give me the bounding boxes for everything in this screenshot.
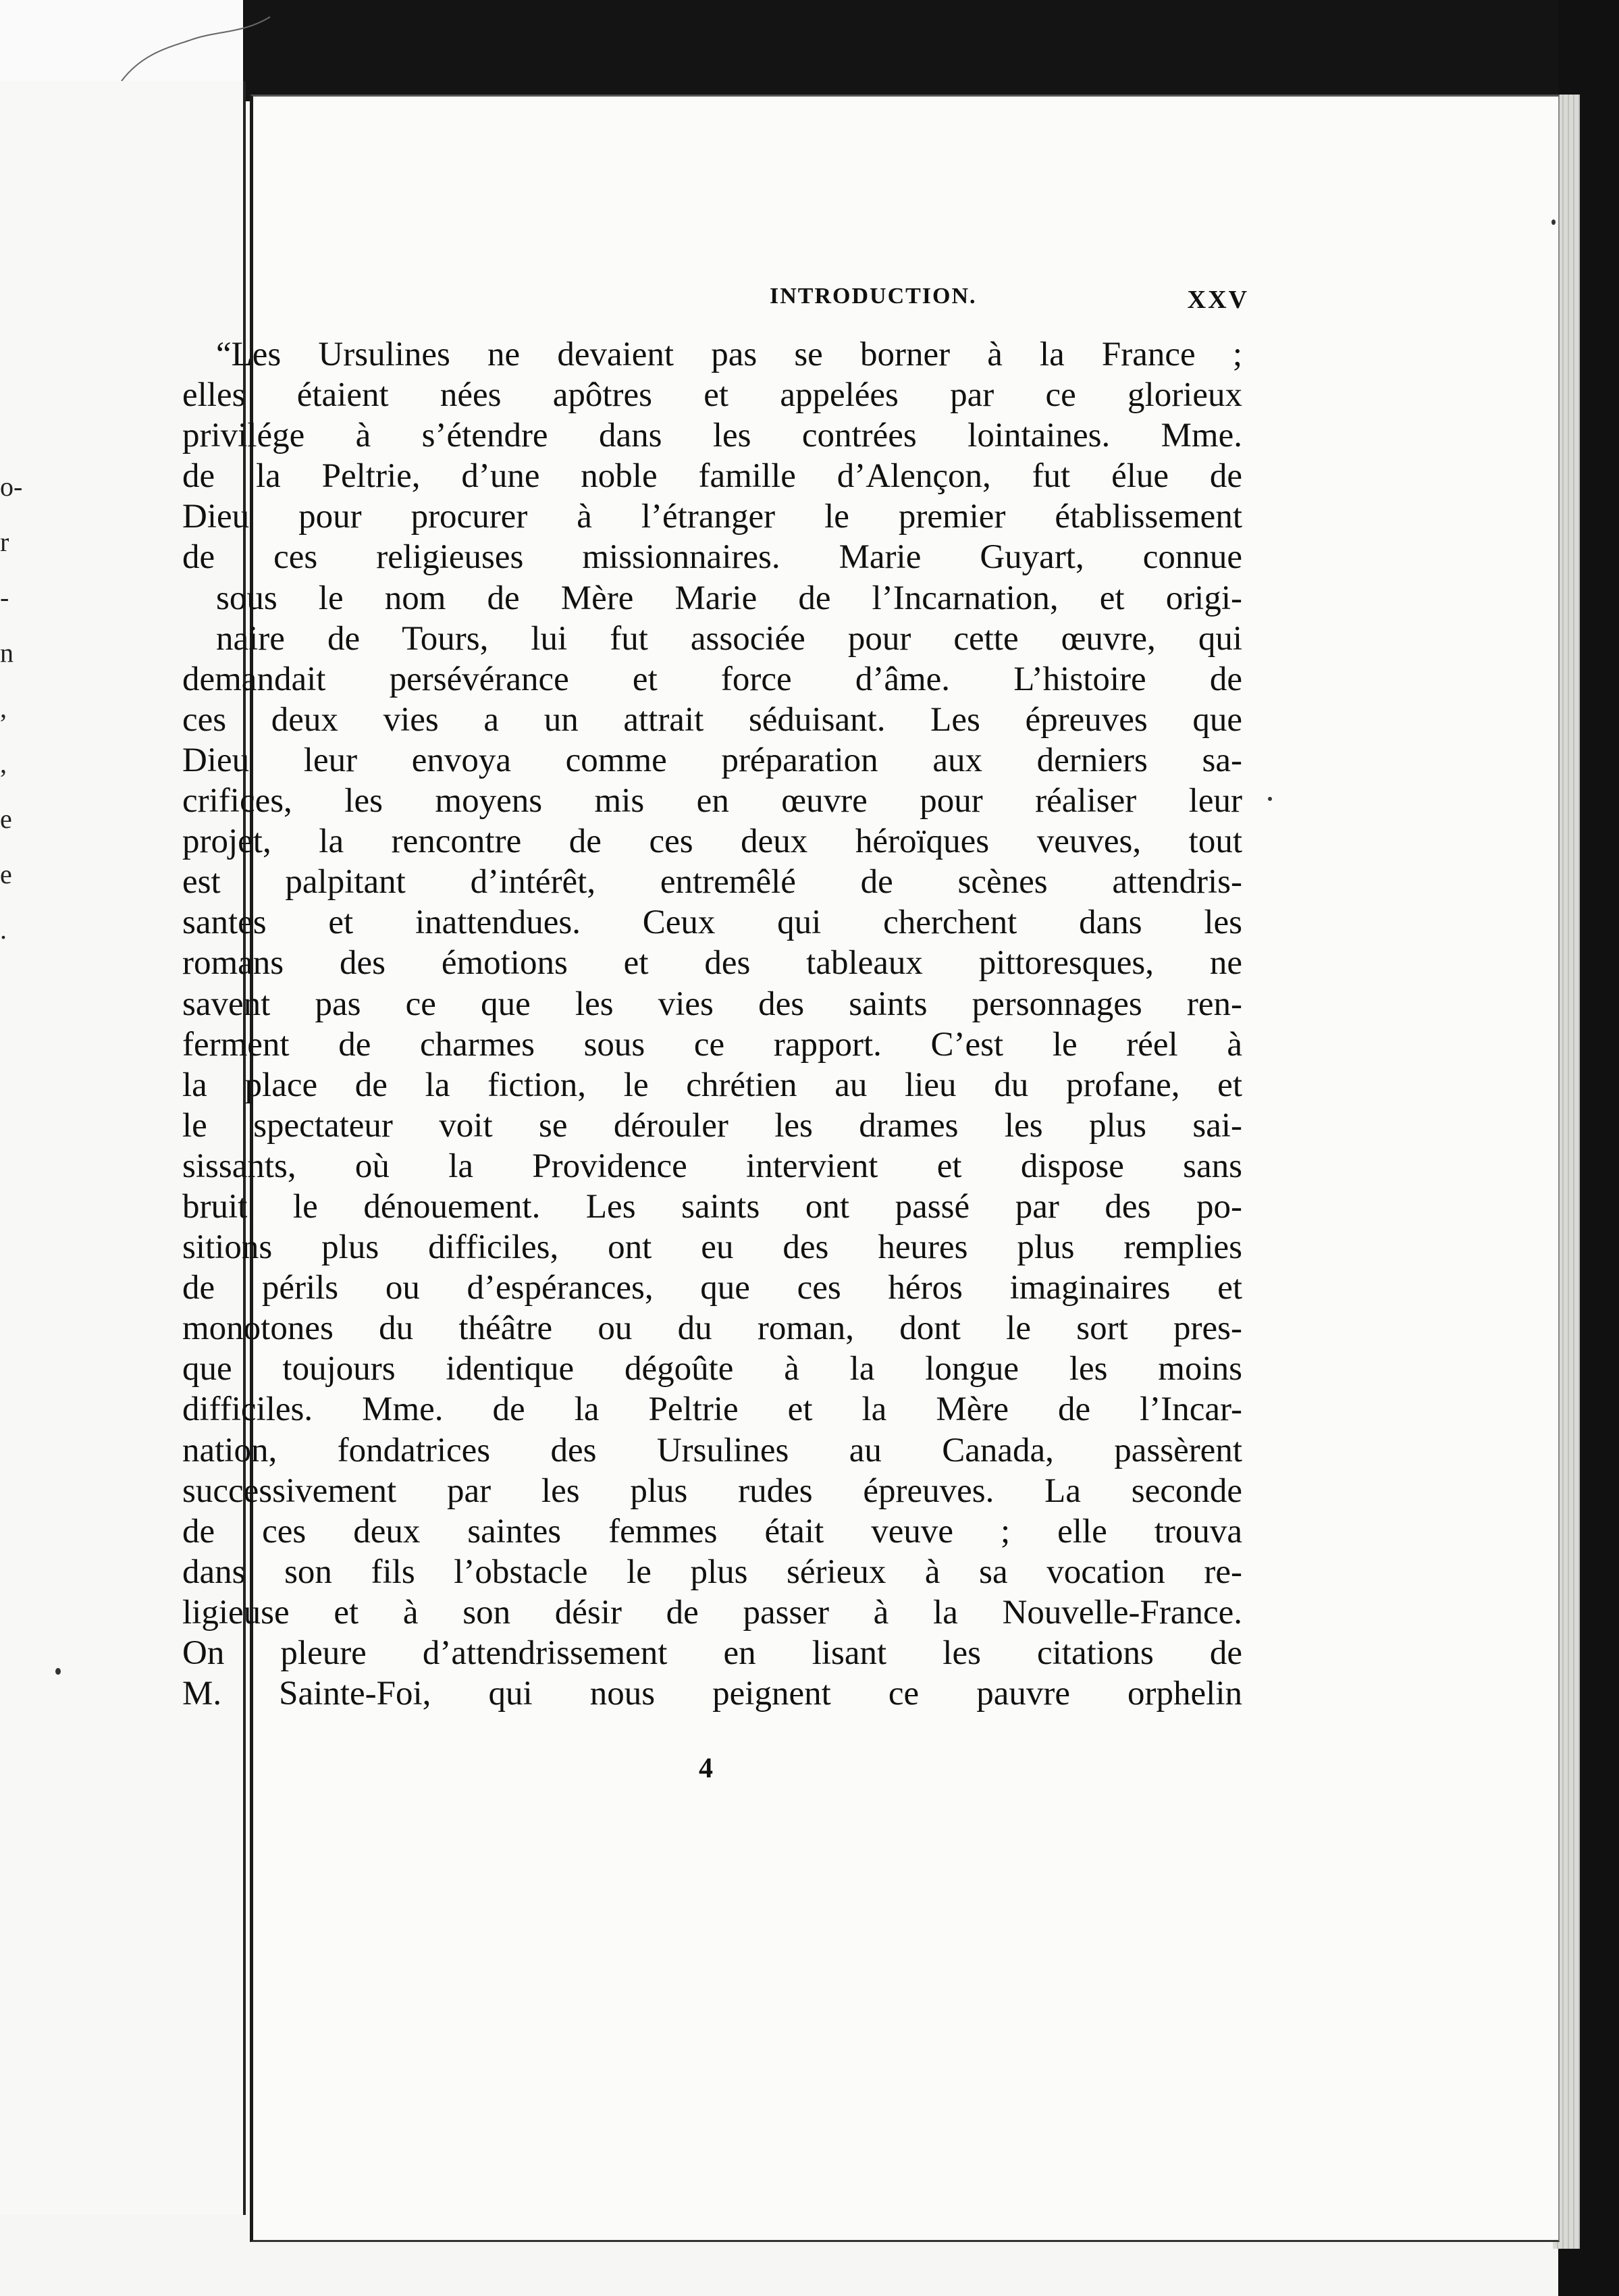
text-line: de la Peltrie, d’une noble famille d’Alençon, fut élue de <box>182 457 1242 496</box>
text-line: est palpitant d’intérêt, entremêlé de scènes attendris- <box>182 863 1242 902</box>
text-line: nation, fondatrices des Ursulines au Canada, passèrent <box>182 1431 1242 1469</box>
scan-background-top <box>243 0 1619 101</box>
text-line: de périls ou d’espérances, que ces héros imaginaires et <box>182 1269 1242 1307</box>
page-header <box>520 284 1263 324</box>
margin-fragment: r <box>0 527 9 557</box>
stray-thread <box>115 14 277 88</box>
margin-fragment: n <box>0 637 14 668</box>
text-line: de ces deux saintes femmes était veuve ; elle trouva <box>182 1512 1242 1550</box>
text-line: le spectateur voit se dérouler les drames les plus sai- <box>182 1106 1242 1145</box>
text-line: crifices, les moyens mis en œuvre pour réaliser leur <box>182 782 1242 820</box>
text-line: sous le nom de Mère Marie de l’Incarnation, et origi- <box>216 579 1242 617</box>
margin-fragment: o- <box>0 471 23 502</box>
text-line: ces deux vies a un attrait séduisant. Les épreuves que <box>182 700 1242 739</box>
signature-mark: 4 <box>699 1753 713 1784</box>
text-line: naire de Tours, lui fut associée pour cette œuvre, qui <box>216 619 1242 658</box>
text-line: M. Sainte-Foi, qui nous peignent ce pauvre orphelin <box>182 1675 1242 1713</box>
text-line: “Les Ursulines ne devaient pas se borner à la France ; <box>216 336 1242 373</box>
page-speck <box>55 1668 61 1675</box>
text-line: Dieu leur envoya comme préparation aux derniers sa- <box>182 741 1242 779</box>
text-line: que toujours identique dégoûte à la longue les moins <box>182 1350 1242 1388</box>
page-speck <box>1268 797 1272 801</box>
text-line: monotones du théâtre ou du roman, dont le sort pres- <box>182 1309 1242 1348</box>
text-line: projet, la rencontre de ces deux héroïques veuves, tout <box>182 823 1242 861</box>
margin-fragment: , <box>0 748 7 779</box>
text-line: sissants, où la Providence intervient et dispose sans <box>182 1147 1242 1185</box>
text-line: de ces religieuses missionnaires. Marie Guyart, connue <box>182 538 1242 577</box>
page-speck <box>1551 219 1556 225</box>
text-line: On pleure d’attendrissement en lisant les citations de <box>182 1634 1242 1672</box>
body-text <box>182 334 1242 1714</box>
text-line: bruit le dénouement. Les saints ont passé par des po- <box>182 1187 1242 1226</box>
text-line: romans des émotions et des tableaux pittoresques, ne <box>182 944 1242 983</box>
text-line: successivement par les plus rudes épreuves. La seconde <box>182 1471 1242 1510</box>
text-line: ferment de charmes sous ce rapport. C’est le réel à <box>182 1025 1242 1064</box>
left-page-margin-text <box>0 459 23 958</box>
margin-fragment: , <box>0 693 7 723</box>
text-line: ligieuse et à son désir de passer à la Nouvelle-France. <box>182 1593 1242 1632</box>
page-number: XXV <box>1187 286 1249 314</box>
margin-fragment: - <box>0 582 9 612</box>
text-line: la place de la fiction, le chrétien au lieu du profane, et <box>182 1066 1242 1104</box>
margin-fragment: e <box>0 804 12 834</box>
text-line: Dieu pour procurer à l’étranger le premier établissement <box>182 498 1242 536</box>
margin-fragment: e <box>0 859 12 889</box>
text-line: elles étaient nées apôtres et appelées par ce glorieux <box>182 376 1242 415</box>
text-line: sitions plus difficiles, ont eu des heures plus remplies <box>182 1228 1242 1267</box>
text-line: dans son fils l’obstacle le plus sérieux à sa vocation re- <box>182 1553 1242 1591</box>
text-line: savent pas ce que les vies des saints personnages ren- <box>182 985 1242 1023</box>
text-line: privilége à s’étendre dans les contrées lointaines. Mme. <box>182 417 1242 455</box>
margin-fragment: . <box>0 914 7 945</box>
text-line: demandait persévérance et force d’âme. L’histoire de <box>182 660 1242 698</box>
text-line: santes et inattendues. Ceux qui cherchent dans les <box>182 904 1242 942</box>
text-line: difficiles. Mme. de la Peltrie et la Mère de l’Incar- <box>182 1390 1242 1429</box>
running-title: INTRODUCTION. <box>770 284 977 309</box>
